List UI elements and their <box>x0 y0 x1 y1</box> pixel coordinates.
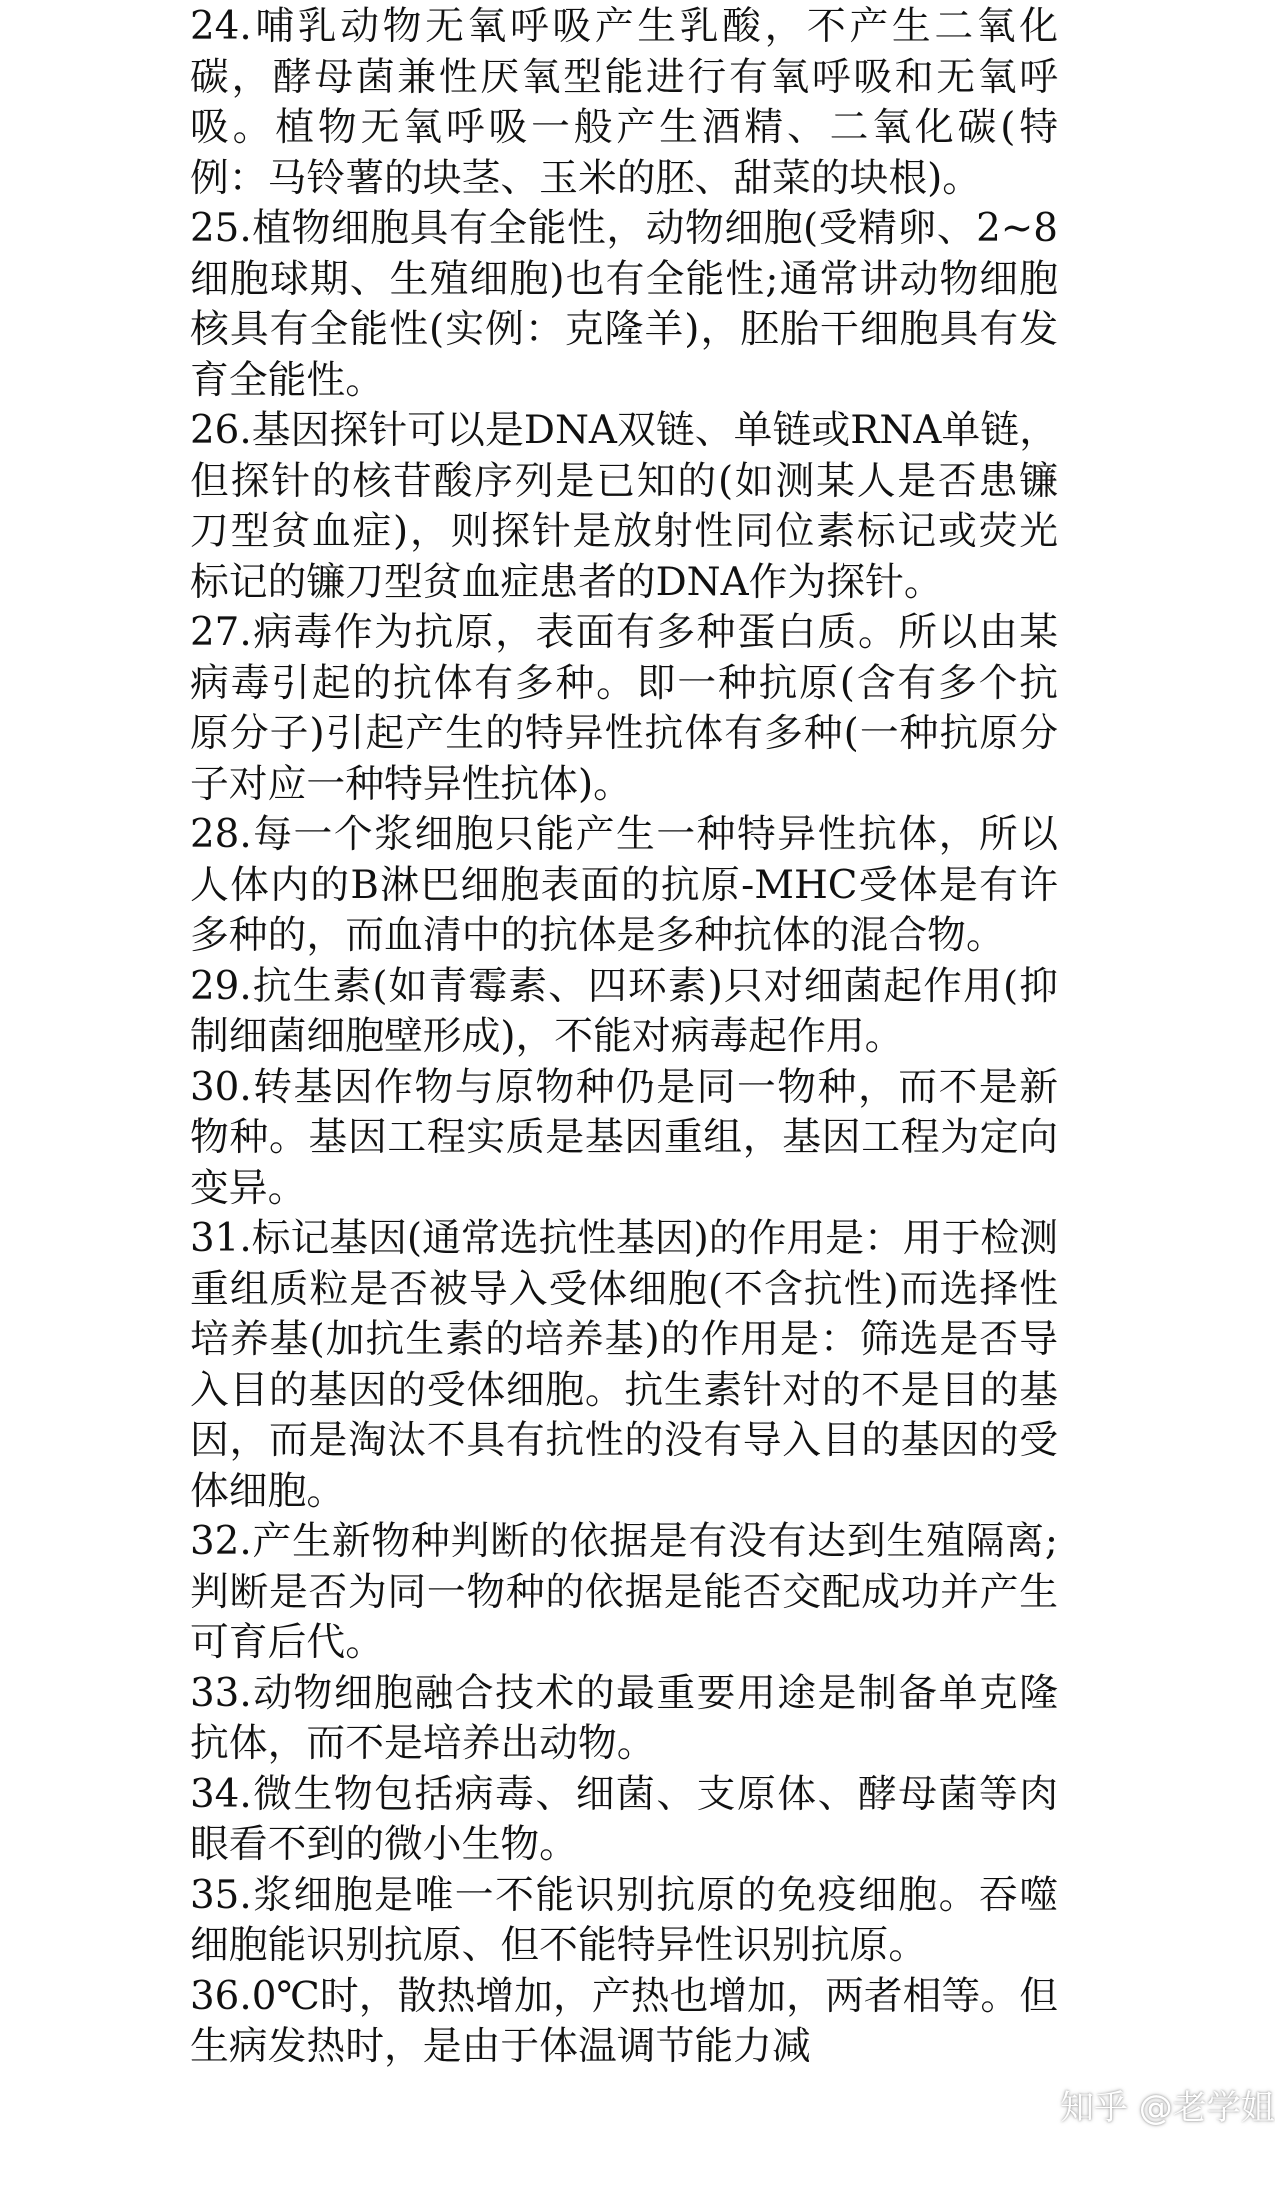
paragraph-item-24: 24.哺乳动物无氧呼吸产生乳酸，不产生二氧化碳，酵母菌兼性厌氧型能进行有氧呼吸和无氧呼吸。植物无氧呼吸一般产生酒精、二氧化碳(特例：马铃薯的块茎、玉米的胚、甜菜的块根)。 <box>190 4 1058 201</box>
paragraph-item-36: 36.0℃时，散热增加，产热也增加，两者相等。但生病发热时，是由于体温调节能力减 <box>190 1973 1058 2069</box>
paragraph-item-33: 33.动物细胞融合技术的最重要用途是制备单克隆抗体，而不是培养出动物。 <box>190 1670 1058 1766</box>
paragraph-item-30: 30.转基因作物与原物种仍是同一物种，而不是新物种。基因工程实质是基因重组，基因工程为定向变异。 <box>190 1064 1058 1211</box>
paragraph-item-28: 28.每一个浆细胞只能产生一种特异性抗体，所以人体内的B淋巴细胞表面的抗原-MHC受体是有许多种的，而血清中的抗体是多种抗体的混合物。 <box>190 812 1058 958</box>
paragraph-item-34: 34.微生物包括病毒、细菌、支原体、酵母菌等肉眼看不到的微小生物。 <box>190 1771 1058 1867</box>
paragraph-item-29: 29.抗生素(如青霉素、四环素)只对细菌起作用(抑制细菌细胞壁形成)，不能对病毒起作用。 <box>190 963 1058 1059</box>
paragraph-item-35: 35.浆细胞是唯一不能识别抗原的免疫细胞。吞噬细胞能识别抗原、但不能特异性识别抗原。 <box>190 1872 1058 1968</box>
paragraph-item-31: 31.标记基因(通常选抗性基因)的作用是：用于检测重组质粒是否被导入受体细胞(不含抗性)而选择性培养基(加抗生素的培养基)的作用是：筛选是否导入目的基因的受体细胞。抗生素针对的不是目的基因，而是淘汰不具有抗性的没有导入目的基因的受体细胞。 <box>190 1216 1058 1514</box>
zhihu-watermark: 知乎 @老学姐 <box>1060 2088 1275 2128</box>
paragraph-item-32: 32.产生新物种判断的依据是有没有达到生殖隔离;判断是否为同一物种的依据是能否交配成功并产生可育后代。 <box>190 1519 1058 1665</box>
paragraph-item-25: 25.植物细胞具有全能性，动物细胞(受精卵、2~8细胞球期、生殖细胞)也有全能性;通常讲动物细胞核具有全能性(实例：克隆羊)，胚胎干细胞具有发育全能性。 <box>190 206 1058 403</box>
paragraph-item-26: 26.基因探针可以是DNA双链、单链或RNA单链，但探针的核苷酸序列是已知的(如测某人是否患镰刀型贫血症)，则探针是放射性同位素标记或荧光标记的镰刀型贫血症患者的DNA作为探针。 <box>190 408 1058 605</box>
document-body <box>190 2 1058 2073</box>
paragraph-item-27: 27.病毒作为抗原，表面有多种蛋白质。所以由某病毒引起的抗体有多种。即一种抗原(含有多个抗原分子)引起产生的特异性抗体有多种(一种抗原分子对应一种特异性抗体)。 <box>190 610 1058 807</box>
